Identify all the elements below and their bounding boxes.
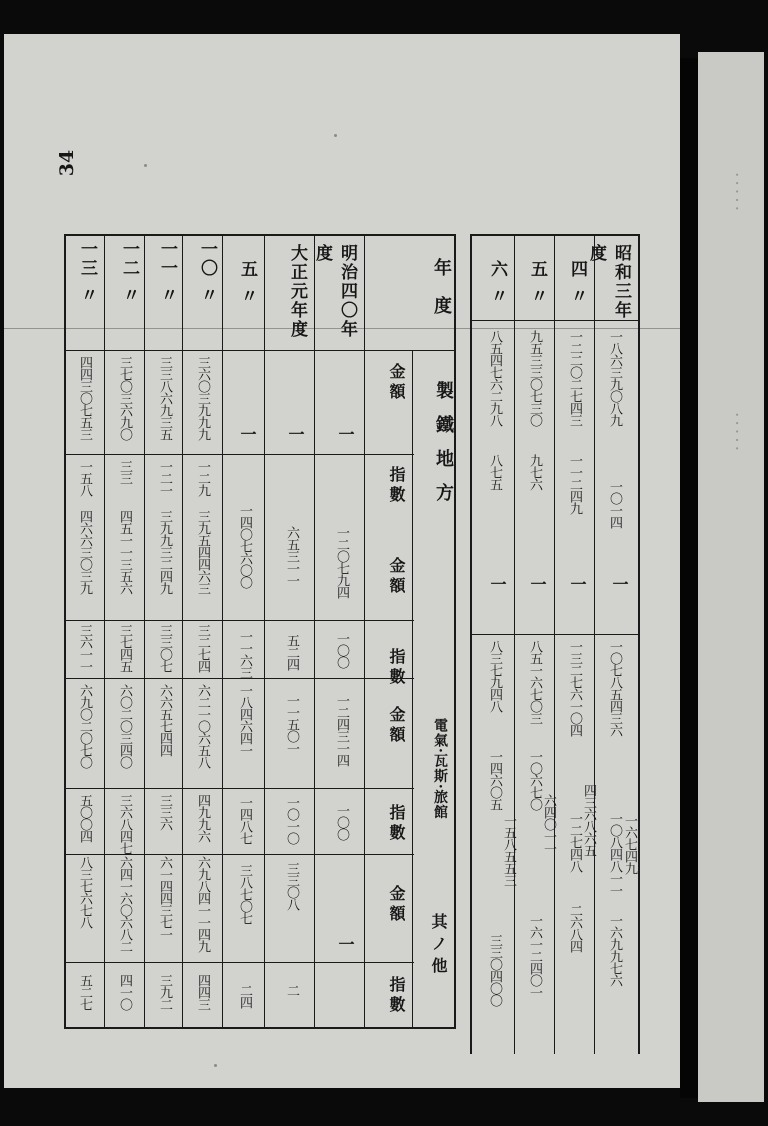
col-header-index: 指數 xyxy=(387,648,406,688)
lower-cell: 六四一六〇六八二 xyxy=(117,856,132,952)
book-gutter xyxy=(680,58,698,1098)
lower-cell: 五二七 xyxy=(77,974,92,1010)
upper-cell: 三三〇四〇〇 xyxy=(487,934,502,1006)
upper-cell: 一〇七八五四三六 xyxy=(607,640,622,736)
scan-speck xyxy=(334,134,337,137)
upper-cell: 八五一六七〇三 xyxy=(527,640,542,724)
upper-cell: 一四六〇五 xyxy=(487,750,502,810)
lower-cell: 三九二 xyxy=(157,974,172,1010)
lower-year: 一三 〃 xyxy=(77,240,97,305)
lower-cell: 三七〇三六九〇 xyxy=(117,356,132,440)
lower-cell: 三七四五 xyxy=(117,624,132,672)
upper-cell: 一六七四九 xyxy=(622,814,637,874)
lower-cell: 三二七四 xyxy=(195,624,210,672)
upper-cell: 一二二〇二七四三 xyxy=(567,330,582,426)
upper-cell: 一八六三九〇八九 xyxy=(607,330,622,426)
col-header-amount: 金額 xyxy=(387,557,406,597)
lower-cell: 三六八四七 xyxy=(117,794,132,854)
page-number: 34 xyxy=(56,149,79,177)
upper-cell: 一 xyxy=(568,576,587,592)
lower-cell: 六九〇二〇七〇 xyxy=(77,684,92,768)
year-header: 年度 xyxy=(431,258,452,334)
table-title: 製鐵地方 xyxy=(433,381,454,517)
upper-cell: 一五八五五三 xyxy=(501,814,516,886)
lower-year: 一二 〃 xyxy=(119,240,139,305)
upper-cell: 一 xyxy=(528,576,547,592)
lower-cell: 四五一一三五六 xyxy=(117,510,132,594)
upper-cell: 八三七九四八 xyxy=(487,640,502,712)
column-group-header: 電氣·瓦斯·旅館 xyxy=(432,718,448,820)
lower-cell: 三九九三二四九 xyxy=(157,510,172,594)
upper-cell: 八五四七六二九八 xyxy=(487,330,502,426)
lower-cell: 三九五四四六三 xyxy=(195,510,210,594)
lower-cell: 一〇〇 xyxy=(334,632,349,668)
lower-cell: 六二一〇六五八 xyxy=(195,684,210,768)
upper-cell: 九五三三〇七三〇 xyxy=(527,330,542,426)
lower-cell: 一一五〇一 xyxy=(284,694,299,754)
lower-cell: 三三六 xyxy=(157,794,172,830)
lower-cell: 一五八 xyxy=(77,460,92,496)
upper-year: 四 〃 xyxy=(567,260,587,306)
upper-cell: 一三二七六一〇四 xyxy=(567,640,582,736)
lower-cell: 一二一 xyxy=(157,460,172,496)
lower-cell: 二四 xyxy=(237,984,252,1008)
upper-cell: 一六九九七六 xyxy=(607,914,622,986)
lower-year: 五 〃 xyxy=(237,260,257,306)
lower-cell: 三三〇七 xyxy=(157,624,172,672)
upper-cell: 一 xyxy=(610,576,629,592)
lower-cell: 一〇〇 xyxy=(334,804,349,840)
lower-cell: 五二四 xyxy=(284,634,299,670)
upper-cell: 一〇一四 xyxy=(607,480,622,528)
lower-cell: 一四八七 xyxy=(237,796,252,844)
upper-cell: 二六八四 xyxy=(567,904,582,952)
lower-year: 大正元年度 xyxy=(287,244,307,339)
lower-cell: 三三 xyxy=(117,460,132,484)
adjacent-page-edge xyxy=(698,52,764,1102)
lower-cell: 一二九 xyxy=(195,460,210,496)
lower-cell: 四一〇 xyxy=(117,974,132,1010)
upper-year: 昭和三年度 xyxy=(586,244,631,320)
book-page xyxy=(4,34,680,1088)
scan-speck xyxy=(214,1064,217,1067)
lower-cell: 六〇二〇三四〇 xyxy=(117,684,132,768)
lower-year: 一〇 〃 xyxy=(197,240,217,305)
scan-speck xyxy=(144,164,147,167)
lower-cell: 三三八六九三五 xyxy=(157,356,172,440)
upper-year: 六 〃 xyxy=(487,260,507,306)
col-header-amount: 金額 xyxy=(387,363,406,403)
column-group-header: 其ノ他 xyxy=(429,913,448,979)
lower-cell: 一二四三一四 xyxy=(334,694,349,766)
lower-cell: 六六五七四四 xyxy=(157,684,172,756)
lower-cell: 四四三 xyxy=(195,974,210,1010)
col-header-index: 指數 xyxy=(387,804,406,844)
lower-cell: 一 xyxy=(336,426,355,442)
lower-cell: 一 xyxy=(286,426,305,442)
lower-cell: 六五三一一 xyxy=(284,526,299,586)
lower-cell: 三三〇八 xyxy=(284,862,299,910)
upper-cell: 八七五 xyxy=(487,454,502,490)
lower-cell: 一〇一〇 xyxy=(284,796,299,844)
upper-cell: 一 xyxy=(488,576,507,592)
lower-cell: 四九九六 xyxy=(195,794,210,842)
lower-year: 一一 〃 xyxy=(157,240,177,305)
upper-cell: 一六一二四〇一 xyxy=(527,914,542,998)
lower-cell: 五〇〇四 xyxy=(77,794,92,842)
lower-cell: 一一六三 xyxy=(237,630,252,678)
lower-cell: 一八四六四一 xyxy=(237,684,252,756)
col-header-index: 指數 xyxy=(387,466,406,506)
lower-cell: 一 xyxy=(238,426,257,442)
upper-cell: 一二七四八 xyxy=(567,812,582,872)
lower-cell: 二 xyxy=(284,984,299,996)
lower-cell: 六九八四一一四九 xyxy=(195,856,210,952)
lower-cell: 一四〇七六〇〇 xyxy=(237,504,252,588)
upper-cell: 九七六 xyxy=(527,454,542,490)
upper-cell: 一〇八四八一一 xyxy=(607,812,622,896)
lower-cell: 六一四四三七一 xyxy=(157,856,172,940)
col-header-amount: 金額 xyxy=(387,706,406,746)
lower-cell: 四四三〇七五三 xyxy=(77,356,92,440)
lower-cell: 一 xyxy=(336,936,355,952)
upper-year: 五 〃 xyxy=(527,260,547,306)
upper-cell: 一〇六七〇 xyxy=(527,750,542,810)
lower-cell: 三六〇三九九九 xyxy=(195,356,210,440)
upper-cell: 六四〇一一 xyxy=(541,794,556,854)
upper-cell: 一一二四九 xyxy=(567,454,582,514)
col-header-amount: 金額 xyxy=(387,885,406,925)
upper-cell: 四三六八六五 xyxy=(581,784,596,856)
lower-cell: 三六一一 xyxy=(77,624,92,672)
lower-cell: 四六六三〇三九 xyxy=(77,510,92,594)
col-header-index: 指數 xyxy=(387,976,406,1016)
lower-cell: 三八七〇七 xyxy=(237,864,252,924)
bleed-through-text: ····· xyxy=(726,412,746,455)
lower-cell: 一二〇七九四 xyxy=(334,526,349,598)
lower-cell: 八三七六七八 xyxy=(77,856,92,928)
bleed-through-text: ····· xyxy=(726,172,746,215)
lower-year: 明治四〇年度 xyxy=(312,244,357,339)
